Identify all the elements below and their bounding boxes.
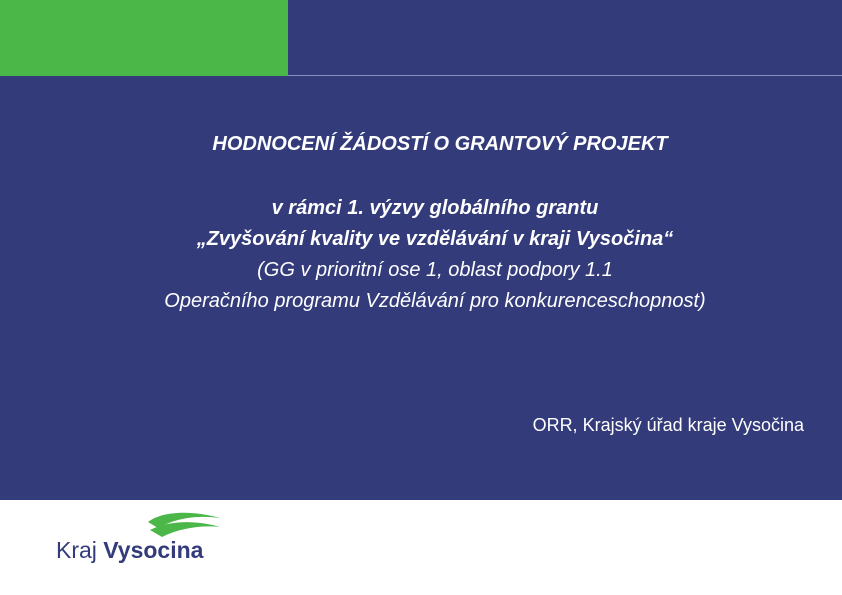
slide-heading: HODNOCENÍ ŽÁDOSTÍ O GRANTOVÝ PROJEKT <box>212 133 668 155</box>
subtitle-line-2: „Zvyšování kvality ve vzdělávání v kraji Vysočina“ <box>196 228 674 250</box>
subtitle-line-4: Operačního programu Vzdělávání pro konkurenceschopnost) <box>164 290 706 312</box>
accent-block <box>0 0 288 76</box>
logo-word-vysocina: Vysocina <box>103 537 204 563</box>
header-divider <box>288 75 842 76</box>
subtitle-line-1: v rámci 1. výzvy globálního grantu <box>271 197 599 219</box>
logo-word-kraj: Kraj <box>56 537 97 563</box>
author-credit: ORR, Krajský úřad kraje Vysočina <box>532 415 804 435</box>
slide-subtitle <box>0 193 842 317</box>
logo-wordmark <box>56 537 203 563</box>
subtitle-line-3: (GG v prioritní ose 1, oblast podpory 1.1 <box>257 259 613 281</box>
